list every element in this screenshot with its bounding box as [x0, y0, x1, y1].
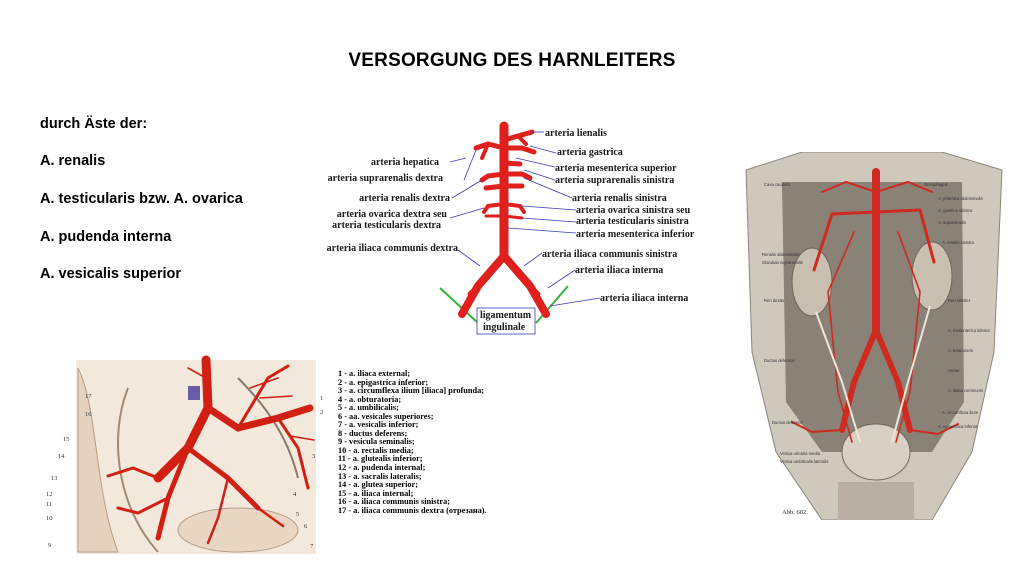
- number-4: 4: [293, 491, 297, 498]
- pelvis-legend: [338, 370, 487, 515]
- label-iliaca-interna-1: arteria iliaca interna: [575, 265, 664, 276]
- legend-item: 9 - vesicula seminalis;: [338, 437, 415, 447]
- anatomy-label-left: Vesica umbilicalis lateralis: [780, 459, 829, 464]
- number-7: 7: [310, 543, 314, 550]
- legend-item: 1 - a. iliaca external;: [338, 369, 411, 378]
- legend-item: 2 - a. epigastrica inferior;: [338, 377, 429, 387]
- legend-item: 8 - ductus deferens;: [338, 428, 408, 438]
- number-6: 6: [304, 523, 308, 530]
- label-iliaca-communis-dextra: arteria iliaca communis dextra: [326, 243, 458, 254]
- anatomy-label-right: A. iliaca communis: [948, 388, 983, 393]
- pelvis-illustration: [38, 348, 328, 558]
- label-renalis-dextra: arteria renalis dextra: [359, 193, 450, 204]
- legend-item: 10 - a. rectalis media;: [338, 445, 414, 455]
- legend-item: 14 - a. glutea superior;: [338, 480, 418, 490]
- label-gastrica: arteria gastrica: [557, 147, 623, 158]
- label-ovarica-sinistra: arteria ovarica sinistra seu: [576, 205, 691, 216]
- number-12: 12: [46, 491, 53, 498]
- bullet-pudenda: A. pudenda interna: [40, 229, 172, 245]
- number-15: 15: [63, 436, 70, 443]
- label-suprarenalis-dextra: arteria suprarenalis dextra: [327, 173, 443, 184]
- label-ligamentum: ligamentum: [480, 310, 532, 321]
- aorta-diagram: [300, 118, 720, 350]
- legend-item: 13 - a. sacralis lateralis;: [338, 471, 422, 481]
- anatomy-label-right: Ren sinister: [948, 298, 971, 303]
- legend-item: 3 - a. circumflexa ilium [iliaca] profunda;: [338, 386, 485, 396]
- number-14: 14: [58, 453, 65, 460]
- label-lienalis: arteria lienalis: [545, 128, 607, 139]
- bladder: [842, 424, 910, 480]
- bullet-vesicalis: A. vesicalis superior: [40, 266, 182, 282]
- label-testicularis-sinistra: arteria testicularis sinistra: [576, 216, 689, 227]
- anatomy-label-left: Cava caudalis: [764, 182, 791, 187]
- legend-item: 5 - a. umbilicalis;: [338, 403, 399, 413]
- anatomy-label-left: Ren dexter: [764, 298, 785, 303]
- number-9: 9: [48, 542, 52, 549]
- number-5: 5: [296, 511, 300, 518]
- number-13: 13: [51, 475, 58, 482]
- legend-item: 17 - a. iliaca communis dextra (отрезана).: [338, 505, 487, 515]
- number-16: 16: [85, 411, 92, 418]
- label-iliaca-interna-2: arteria iliaca interna: [600, 293, 689, 304]
- label-mesenterica-inferior: arteria mesenterica inferior: [576, 229, 695, 240]
- number-17: 17: [85, 393, 92, 400]
- figure-caption: Abb. 602.: [782, 509, 808, 516]
- right-kidney: [792, 248, 832, 316]
- legend-item: 15 - a. iliaca internal;: [338, 488, 414, 498]
- anatomy-label-right: A. phrenica abdominalis: [938, 196, 983, 201]
- label-testicularis-dextra: arteria testicularis dextra: [332, 220, 441, 231]
- legend-item: 16 - a. iliaca communis sinistra;: [338, 497, 451, 507]
- number-2: 2: [320, 409, 324, 416]
- anatomy-label-right: A. renalis sinistra: [942, 240, 974, 245]
- anatomy-label-right: A. mesenterica inferior: [948, 328, 990, 333]
- anatomy-label-right: A. suprarenalis: [938, 220, 966, 225]
- label-suprarenalis-sinistra: arteria suprarenalis sinistra: [555, 175, 675, 186]
- abdominal-anatomy-illustration: [742, 152, 1006, 520]
- legend-item: 11 - a. glutealis inferior;: [338, 454, 423, 464]
- iliac-stump: [188, 386, 200, 400]
- anatomy-label-left: Ductus deferens: [772, 420, 803, 425]
- bullet-intro: durch Äste der:: [40, 116, 148, 132]
- anatomy-label-right: A. testicularis: [948, 348, 973, 353]
- label-ovarica-dextra: arteria ovarica dextra seu: [336, 209, 447, 220]
- label-iliaca-communis-sinistra: arteria iliaca communis sinistra: [542, 249, 678, 260]
- bullet-testicularis: A. testicularis bzw. A. ovarica: [40, 191, 243, 207]
- number-1: 1: [320, 395, 324, 402]
- anatomy-label-left: Ductus deferens: [764, 358, 795, 363]
- number-11: 11: [46, 501, 53, 508]
- anatomy-label-right: A. circumflexa ilium: [942, 410, 979, 415]
- legend-item: 12 - a. pudenda internal;: [338, 463, 426, 473]
- anatomy-label-left: Vesica urinaria media: [780, 451, 821, 456]
- legend-item: 6 - aa. vesicales superiores;: [338, 411, 434, 421]
- legend-item: 4 - a. obturatoria;: [338, 394, 402, 404]
- anatomy-label-right: Ureter: [948, 368, 960, 373]
- label-mesenterica-superior: arteria mesenterica superior: [555, 163, 677, 174]
- labels-left: [327, 157, 458, 254]
- number-3: 3: [312, 453, 316, 460]
- anatomy-label-right: A. epigastrica inferior: [938, 424, 978, 429]
- pelvic-floor: [838, 482, 914, 520]
- label-ingulinale: ingulinale: [483, 322, 526, 333]
- anatomy-label-right: A. gastrica sinistra: [938, 208, 973, 213]
- anatomy-label-left: Glandula suprarenalis: [762, 260, 803, 265]
- anatomy-label-right: Oesophagus: [924, 182, 948, 187]
- slide-title: VERSORGUNG DES HARNLEITERS: [348, 50, 676, 71]
- labels-right: [542, 128, 695, 304]
- number-10: 10: [46, 515, 53, 522]
- anatomy-label-left: Renalis abdominalis: [762, 252, 800, 257]
- bladder-shape: [178, 508, 298, 552]
- bullet-renalis: A. renalis: [40, 153, 106, 169]
- legend-item: 7 - a. vesicalis inferior;: [338, 420, 419, 430]
- label-renalis-sinistra: arteria renalis sinistra: [572, 193, 667, 204]
- label-hepatica: arteria hepatica: [370, 157, 439, 168]
